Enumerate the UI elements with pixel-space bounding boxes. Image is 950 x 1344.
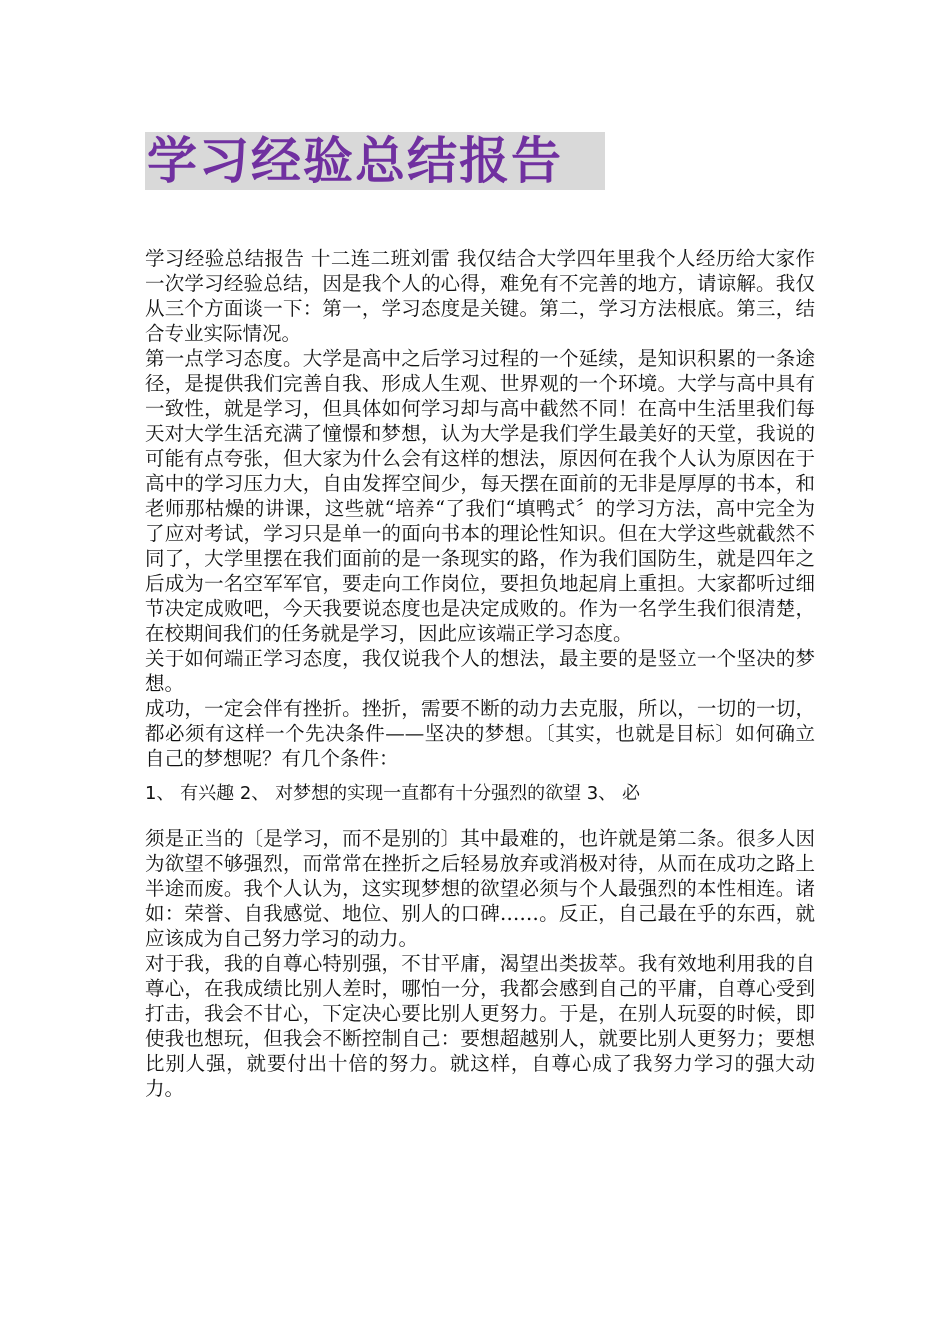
title-highlight xyxy=(145,132,605,190)
paragraph-attitude: 第一点学习态度。大学是高中之后学习过程的一个延续，是知识积累的一条途径，是提供我们完善自我、形成人生观、世界观的一个环境。大学与高中具有一致性，就是学习，但具体如何学习却与高中截然不同！在高中生活里我们每天对大学生活充满了憧憬和梦想，认为大学是我们学生最美好的天堂，我说的可能有点夸张，但大家为什么会有这样的想法，原因何在我个人认为原因在于高中的学习压力大，自由发挥空间少，每天摆在面前的无非是厚厚的书本，和老师那枯燥的讲课，这些就“培养“了我们“填鸭式〞的学习方法，高中完全为了应对考试，学习只是单一的面向书本的理论性知识。但在大学这些就截然不同了，大学里摆在我们面前的是一条现实的路，作为我们国防生，就是四年之后成为一名空军军官，要走向工作岗位，要担负地起肩上重担。大家都听过细节决定成败吧，今天我要说态度也是决定成败的。作为一名学生我们很清楚，在校期间我们的任务就是学习，因此应该端正学习态度。 xyxy=(145,347,815,645)
paragraph-conditions: 须是正当的〔是学习，而不是别的〕其中最难的，也许就是第二条。很多人因为欲望不够强烈，而常常在挫折之后轻易放弃或消极对待，从而在成功之路上半途而废。我个人认为，这实现梦想的欲望必须与个人最强烈的本性相连。诸如：荣誉、自我感觉、地位、别人的口碑……。反正，自己最在乎的东西，就应该成为自己努力学习的动力。 xyxy=(145,827,815,950)
paragraph-success: 成功，一定会伴有挫折。挫折，需要不断的动力去克服，所以，一切的一切，都必须有这样一个先决条件——坚决的梦想。〔其实，也就是目标〕如何确立自己的梦想呢？有几个条件： xyxy=(145,697,815,770)
document-body xyxy=(145,246,815,1101)
paragraph-how-to: 关于如何端正学习态度，我仅说我个人的想法，最主要的是竖立一个坚决的梦想。 xyxy=(145,647,815,695)
paragraph-self-esteem: 对于我，我的自尊心特别强，不甘平庸，渴望出类拔萃。我有效地利用我的自尊心，在我成绩比别人差时，哪怕一分，我都会感到自己的平庸，自尊心受到打击，我会不甘心，下定决心要比别人更努力。于是，在别人玩耍的时候，即使我也想玩，但我会不断控制自己：要想超越别人，就要比别人更努力；要想比别人强，就要付出十倍的努力。就这样，自尊心成了我努力学习的强大动力。 xyxy=(145,952,815,1100)
paragraph-intro: 学习经验总结报告 十二连二班刘雷 我仅结合大学四年里我个人经历给大家作一次学习经验总结，因是我个人的心得，难免有不完善的地方，请谅解。我仅从三个方面谈一下：第一，学习态度是关键。第二，学习方法根底。第三，结合专业实际情况。 xyxy=(145,247,815,345)
conditions-list-line: 1、 有兴趣 2、 对梦想的实现一直都有十分强烈的欲望 3、 必 xyxy=(145,783,640,804)
document-title: 学习经验总结报告 xyxy=(147,132,563,190)
